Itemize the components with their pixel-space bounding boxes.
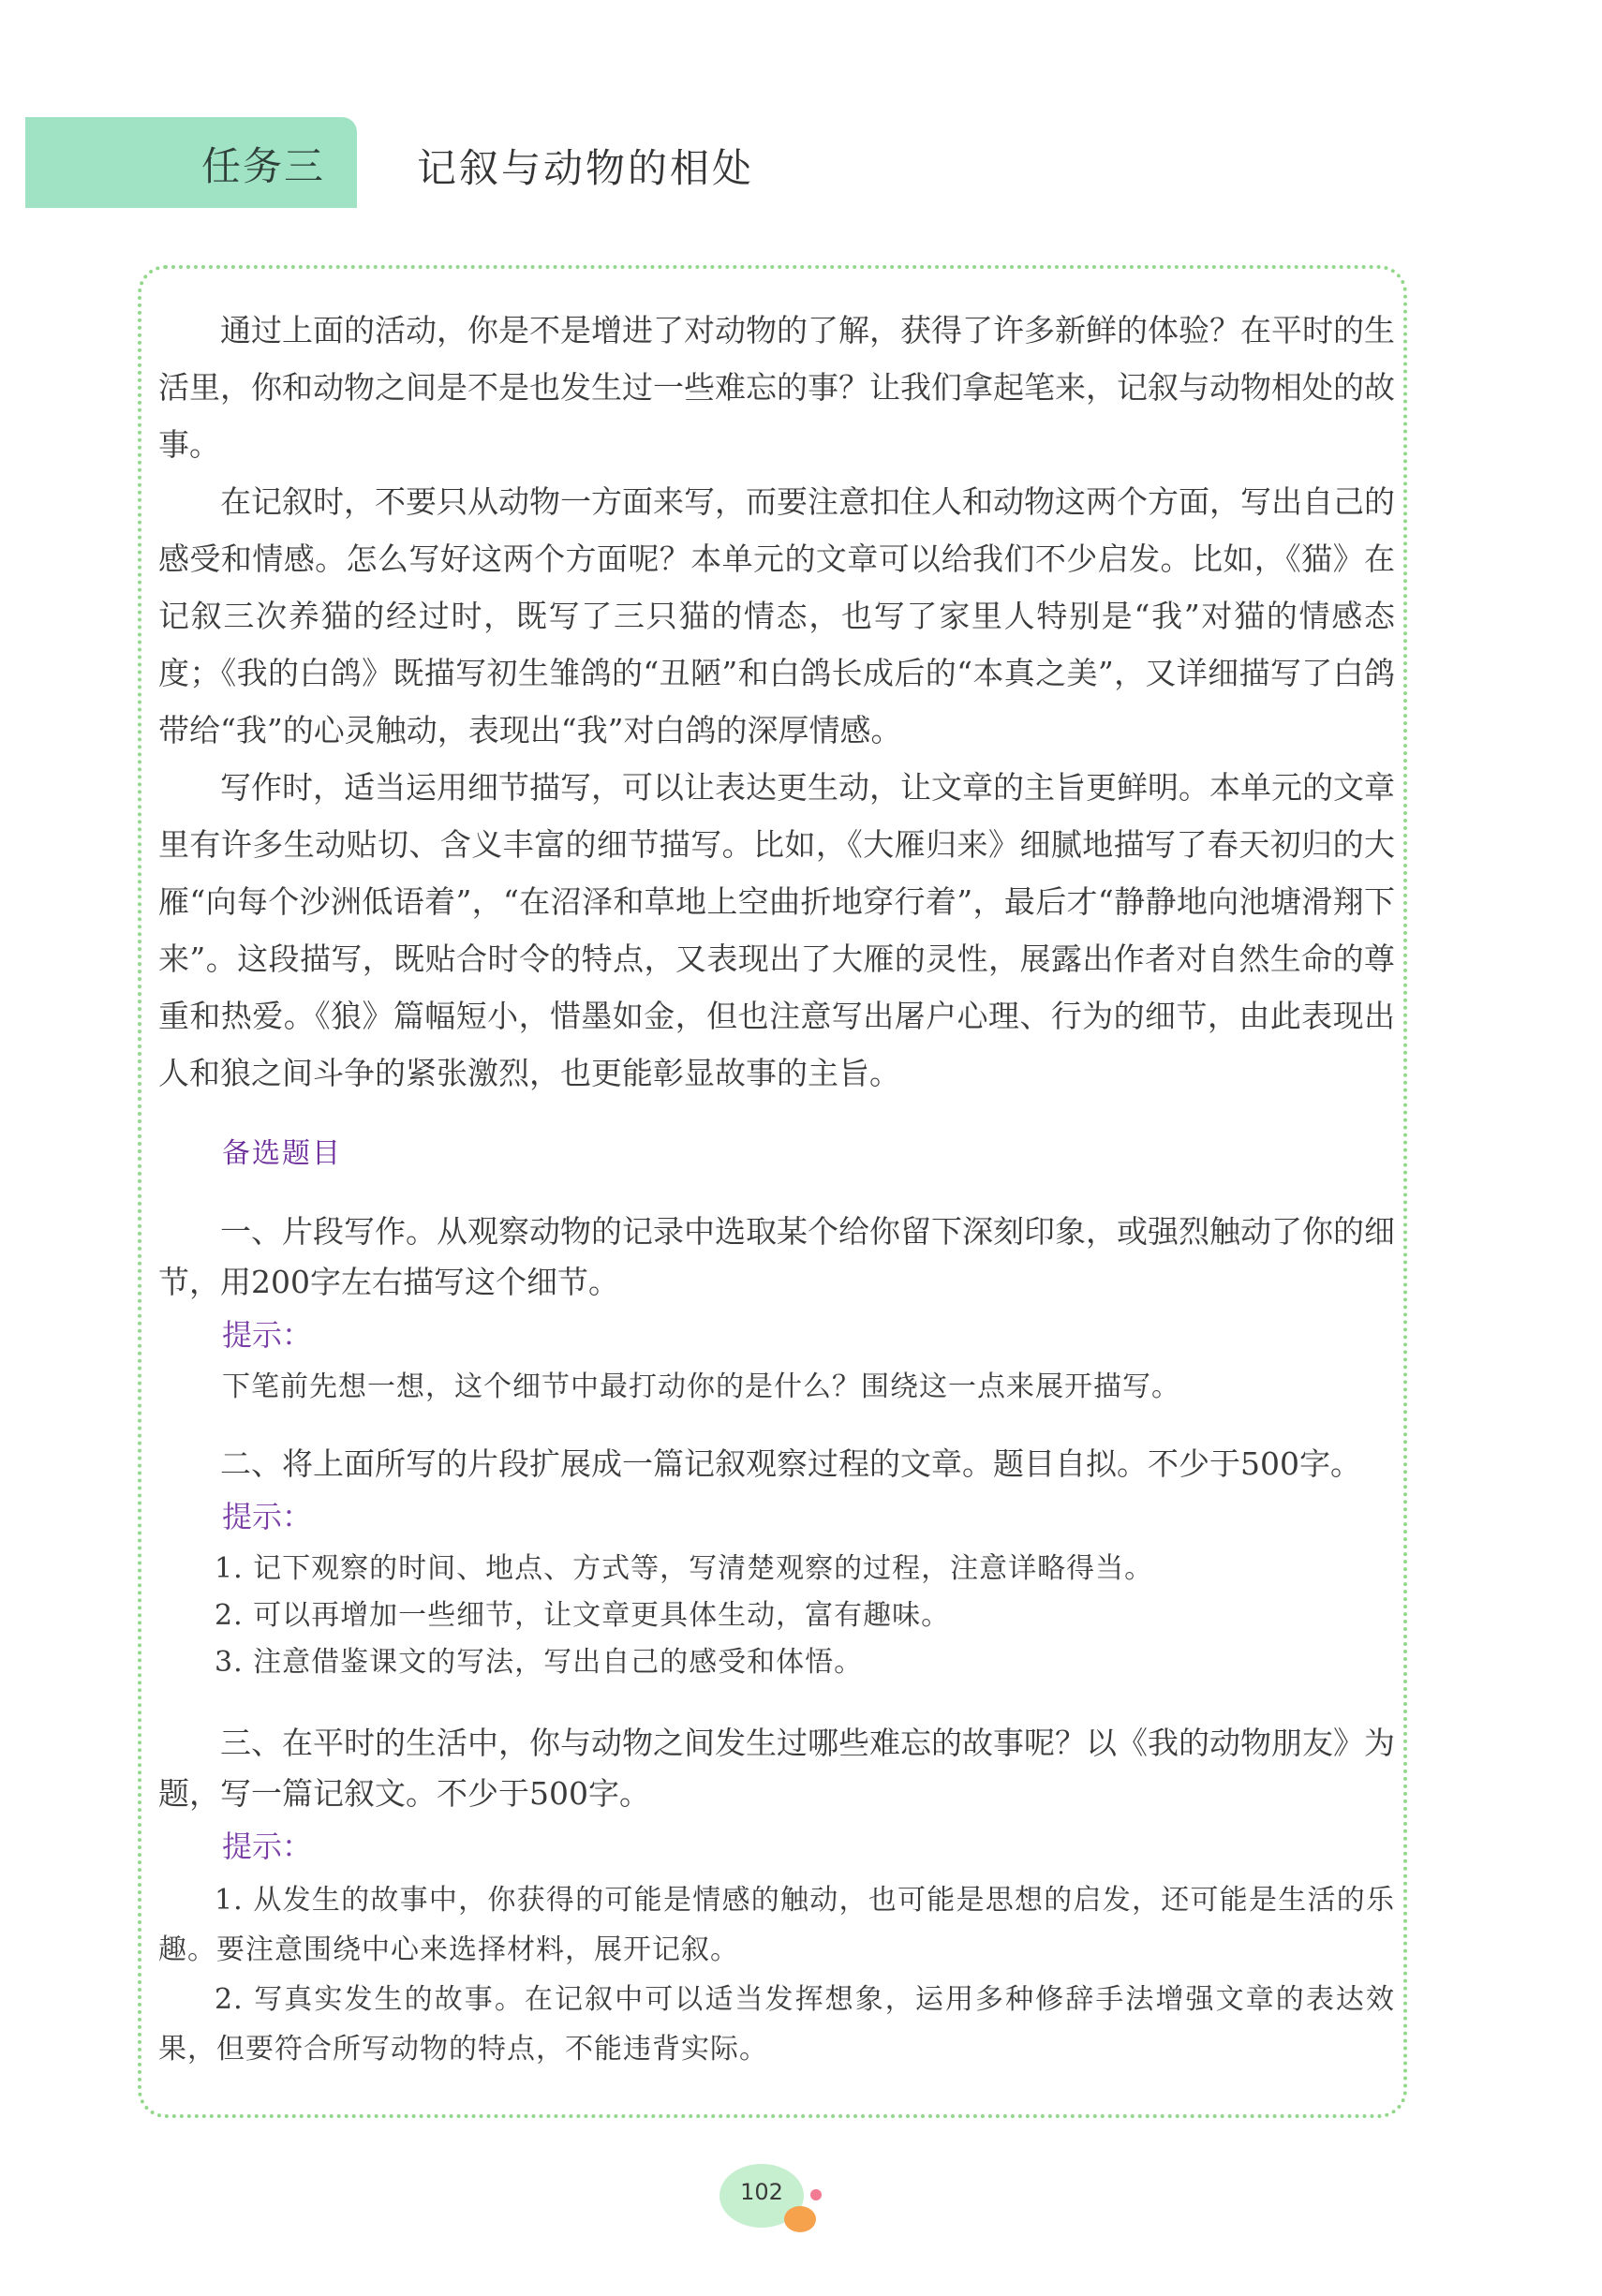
task-label: 任务三 (201, 143, 326, 189)
section-title-optional-topics: 备选题目 (222, 1137, 342, 1170)
task-2-hint-item: 3. 注意借鉴课文的写法，写出自己的感受和体悟。 (215, 1646, 864, 1679)
task-1-text: 一、片段写作。从观察动物的记录中选取某个给你留下深刻印象，或强烈触动了你的细节，用200字左右描写这个细节。 (158, 1213, 1395, 1300)
task-2-text: 二、将上面所写的片段扩展成一篇记叙观察过程的文章。题目自拟。不少于500字。 (220, 1445, 1361, 1482)
page-number: 102 (740, 2179, 783, 2205)
task-2-hint-label: 提示： (222, 1499, 313, 1534)
decorative-orange-dot (784, 2206, 816, 2232)
task-3-hint-label: 提示： (222, 1829, 313, 1864)
task-1-hint-label: 提示： (222, 1317, 313, 1353)
intro-paragraph-3: 写作时，适当运用细节描写，可以让表达更生动，让文章的主旨更鲜明。本单元的文章里有许多生动贴切、含义丰富的细节描写。比如，《大雁归来》细腻地描写了春天初归的大雁“向每个沙洲低语着”，“在沼泽和草地上空曲折地穿行着”，最后才“静静地向池塘滑翔下来”。这段描写，既贴合时令的特点，又表现出了大雁的灵性，展露出作者对自然生命的尊重和热爱。《狼》篇幅短小，惜墨如金，但也注意写出屠户心理、行为的细节，由此表现出人和狼之间斗争的紧张激烈，也更能彰显故事的主旨。 (158, 769, 1395, 1091)
task-1-hint: 下笔前先想一想，这个细节中最打动你的是什么？围绕这一点来展开描写。 (222, 1370, 1180, 1403)
content-body (158, 302, 1395, 2074)
task-2-hint-list (158, 1546, 1395, 1686)
task-3-hint-item: 1. 从发生的故事中，你获得的可能是情感的触动，也可能是思想的启发，还可能是生活的乐趣。要注意围绕中心来选择材料，展开记叙。 (158, 1884, 1395, 1966)
task-3-hint-item: 2. 写真实发生的故事。在记叙中可以适当发挥想象，运用多种修辞手法增强文章的表达效果，但要符合所写动物的特点，不能违背实际。 (158, 1983, 1395, 2066)
task-3-text: 三、在平时的生活中，你与动物之间发生过哪些难忘的故事呢？以《我的动物朋友》为题，写一篇记叙文。不少于500字。 (158, 1725, 1395, 1812)
decorative-pink-dot (810, 2189, 822, 2200)
intro-paragraph-2: 在记叙时，不要只从动物一方面来写，而要注意扣住人和动物这两个方面，写出自己的感受和情感。怎么写好这两个方面呢？本单元的文章可以给我们不少启发。比如，《猫》在记叙三次养猫的经过时，既写了三只猫的情态，也写了家里人特别是“我”对猫的情感态度；《我的白鸽》既描写初生雏鸽的“丑陋”和白鸽长成后的“本真之美”，又详细描写了白鸽带给“我”的心灵触动，表现出“我”对白鸽的深厚情感。 (158, 483, 1395, 748)
task-2-hint-item: 1. 记下观察的时间、地点、方式等，写清楚观察的过程，注意详略得当。 (215, 1552, 1154, 1585)
page-title: 记叙与动物的相处 (417, 145, 755, 191)
intro-paragraph-1: 通过上面的活动，你是不是增进了对动物的了解，获得了许多新鲜的体验？在平时的生活里，你和动物之间是不是也发生过一些难忘的事？让我们拿起笔来，记叙与动物相处的故事。 (158, 312, 1395, 463)
task-3-hint-list (158, 1875, 1395, 2074)
task-2-hint-item: 2. 可以再增加一些细节，让文章更具体生动，富有趣味。 (215, 1599, 951, 1632)
